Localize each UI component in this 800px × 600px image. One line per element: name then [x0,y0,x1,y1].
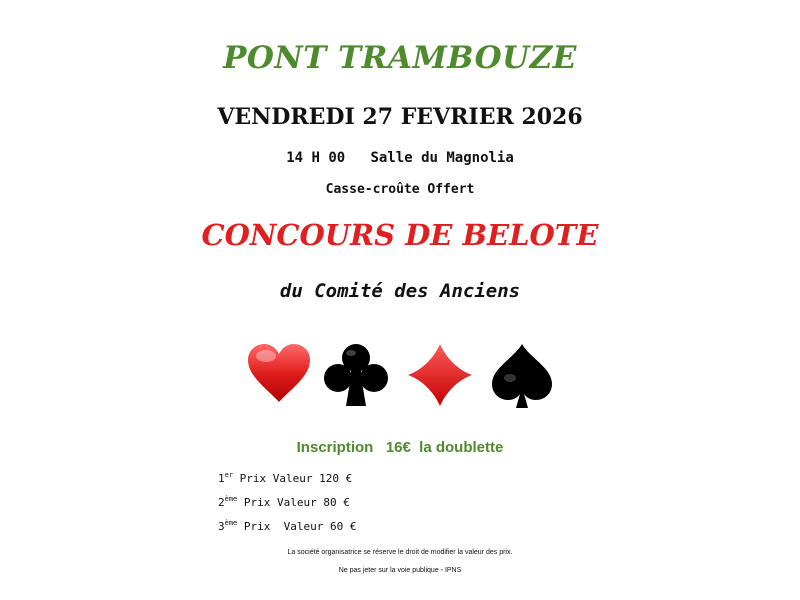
registration-fee: Inscription 16€ la doublette [296,439,504,456]
prize-3: 3ème Prix Valeur 60 € [218,519,357,533]
event-title: CONCOURS DE BELOTE [201,218,599,252]
prize-1: 1er Prix Valeur 120 € [218,471,353,485]
heart-icon [246,342,312,404]
event-time-place: 14 H 00 Salle du Magnolia [286,150,514,166]
poster-town: PONT TRAMBOUZE [223,40,577,76]
prize-2: 2ème Prix Valeur 80 € [218,495,350,509]
card-suits-image [240,320,560,435]
ipns-note: Ne pas jeter sur la voie publique - IPNS [338,567,462,574]
event-date: VENDREDI 27 FEVRIER 2026 [217,104,583,130]
diamond-icon [406,342,474,408]
club-icon [320,342,392,408]
organizer: du Comité des Anciens [279,280,521,302]
snack-info: Casse-croûte Offert [325,182,475,197]
spade-icon [488,342,556,410]
prize-disclaimer: La société organisatrice se réserve le droit de modifier la valeur des prix. [287,549,513,556]
